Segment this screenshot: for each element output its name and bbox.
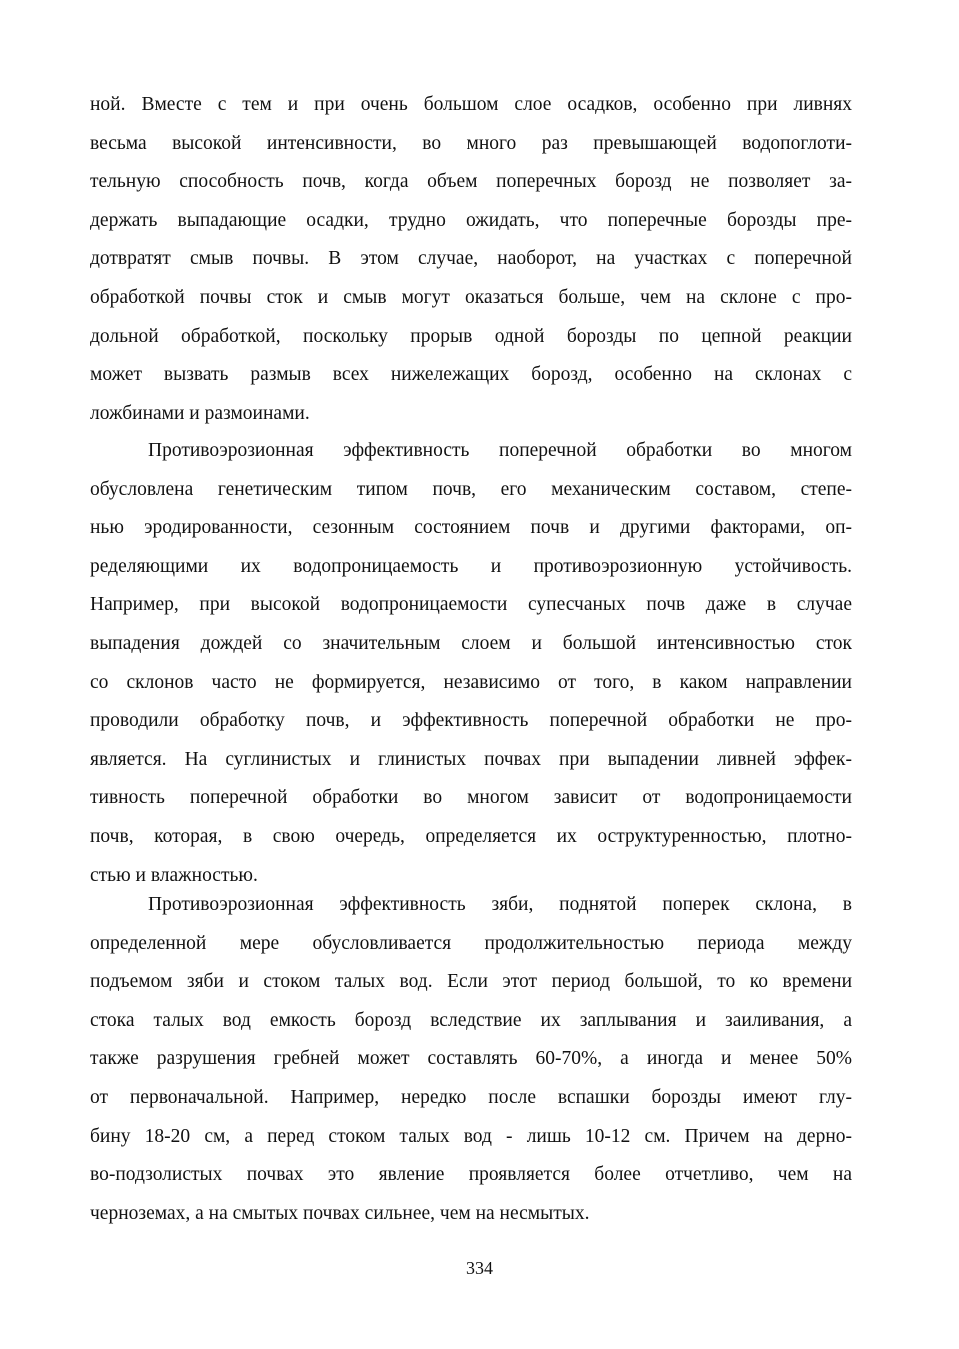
text-line: нью эродированности, сезонным состоянием почв и другими факторами, оп- — [90, 517, 852, 539]
text-line: Противоэрозионная эффективность поперечной обработки во многом — [148, 440, 852, 461]
text-line: весьма высокой интенсивности, во много раз превышающей водопоглоти- — [90, 132, 852, 154]
text-line: стью и влажностью. — [90, 864, 258, 886]
text-line: ределяющими их водопроницаемость и противоэрозионную устойчивость. — [90, 555, 852, 577]
text-line: тивность поперечной обработки во многом зависит от водопроницаемости — [90, 787, 852, 809]
text-line: со склонов часто не формируется, независимо от того, в каком направлении — [90, 671, 852, 693]
text-line: подъемом зяби и стоком талых вод. Если этот период большой, то ко времени — [90, 971, 852, 993]
paragraph-3 — [90, 886, 852, 1233]
text-line: черноземах, а на смытых почвах сильнее, чем на несмытых. — [90, 1202, 590, 1224]
text-line: определенной мере обусловливается продолжительностью периода между — [90, 932, 852, 954]
text-line: дольной обработкой, поскольку прорыв одной борозды по цепной реакции — [90, 325, 852, 347]
text-line: Например, при высокой водопроницаемости супесчаных почв даже в случае — [90, 594, 852, 616]
text-line: во-подзолистых почвах это явление проявляется более отчетливо, чем на — [90, 1164, 852, 1186]
text-line: ложбинами и размоинами. — [90, 402, 310, 424]
text-line: бину 18-20 см, а перед стоком талых вод - лишь 10-12 см. Причем на дерно- — [90, 1125, 852, 1147]
text-line: ной. Вместе с тем и при очень большом слое осадков, особенно при ливнях — [90, 94, 852, 115]
text-line: почв, которая, в свою очередь, определяется их оструктуренностью, плотно- — [90, 825, 852, 847]
page-number: 334 — [466, 1258, 493, 1278]
text-line: дотвратят смыв почвы. В этом случае, наоборот, на участках с поперечной — [90, 248, 852, 270]
paragraph-2 — [90, 432, 852, 895]
text-line: обработкой почвы сток и смыв могут оказаться больше, чем на склоне с про- — [90, 286, 852, 308]
text-line: проводили обработку почв, и эффективность поперечной обработки не про- — [90, 710, 852, 732]
text-line: может вызвать размыв всех нижележащих борозд, особенно на склонах с — [90, 364, 852, 386]
text-line: также разрушения гребней может составлять 60-70%, а иногда и менее 50% — [90, 1048, 852, 1070]
text-line: стока талых вод емкость борозд вследствие их заплывания и заиливания, а — [90, 1009, 852, 1031]
text-line: выпадения дождей со значительным слоем и большой интенсивностью сток — [90, 632, 852, 654]
text-line: Противоэрозионная эффективность зяби, поднятой поперек склона, в — [148, 894, 852, 915]
text-line: держать выпадающие осадки, трудно ожидать, что поперечные борозды пре- — [90, 209, 852, 231]
paragraph-1 — [90, 86, 852, 433]
text-line: является. На суглинистых и глинистых почвах при выпадении ливней эффек- — [90, 748, 852, 770]
text-line: от первоначальной. Например, нередко после вспашки борозды имеют глу- — [90, 1086, 852, 1108]
text-line: обусловлена генетическим типом почв, его механическим составом, степе- — [90, 478, 852, 500]
text-line: тельную способность почв, когда объем поперечных борозд не позволяет за- — [90, 171, 852, 193]
